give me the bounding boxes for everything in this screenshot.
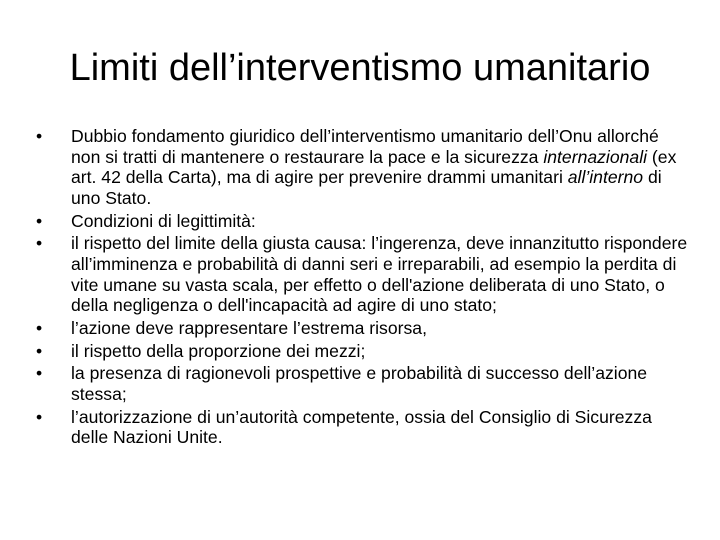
bullet-text-italic: all’interno: [567, 167, 644, 188]
bullet-text: [71, 407, 690, 448]
bullet-text-segment: Dubbio fondamento giuridico dell’interventismo umanitario dell’Onu allorché non si tratti di mantenere o restaurare la pace e la sicurezza: [71, 126, 659, 167]
bullet-text-segment: il rispetto del limite della giusta causa: l’ingerenza, deve innanzitutto rispondere all’imminenza e probabilità di danni seri e irreparabili, ad esempio la perdita di vite umane su vasta scala, per effetto o dell'azione deliberata di uno Stato, o della negligenza o dell'incapacità ad agire di uno stato;: [71, 233, 688, 316]
bullet-marker: •: [36, 406, 43, 427]
bullet-text: [71, 363, 690, 404]
bullet-text: [71, 126, 690, 208]
bullet-item: [36, 407, 690, 448]
bullet-text-segment: la presenza di ragionevoli prospettive e probabilità di successo dell’azione stessa;: [71, 363, 648, 405]
bullet-text: [71, 341, 690, 362]
bullet-marker: •: [36, 126, 43, 146]
bullet-text-segment: il rispetto della proporzione dei mezzi;: [71, 340, 366, 361]
bullet-marker: •: [36, 317, 43, 338]
bullet-marker: •: [36, 233, 43, 254]
bullet-text-segment: l’azione deve rappresentare l’estrema risorsa,: [71, 317, 427, 338]
bullet-text: [71, 211, 690, 232]
bullet-item: [36, 211, 690, 232]
bullet-marker: •: [36, 363, 43, 384]
bullet-marker: •: [36, 210, 43, 231]
bullet-item: [36, 126, 690, 208]
bullet-item: [36, 318, 690, 339]
bullet-item: [36, 233, 690, 315]
bullet-item: [36, 341, 690, 362]
bullet-text: [71, 318, 690, 339]
bullet-text-segment: di uno Stato.: [71, 167, 662, 208]
bullet-item: [36, 363, 690, 404]
bullet-list: [36, 126, 690, 450]
bullet-text-segment: l’autorizzazione di un’autorità competente, ossia del Consiglio di Sicurezza delle Nazioni Unite.: [71, 406, 652, 448]
slide-title: Limiti dell’interventismo umanitario: [69, 47, 651, 89]
bullet-text-italic: internazionali: [543, 146, 648, 167]
bullet-text-segment: (ex art. 42 della Carta), ma di agire per prevenire drammi umanitari: [71, 146, 677, 188]
bullet-text: [71, 233, 690, 315]
bullet-text-segment: Condizioni di legittimità:: [71, 210, 256, 231]
bullet-marker: •: [36, 340, 43, 361]
